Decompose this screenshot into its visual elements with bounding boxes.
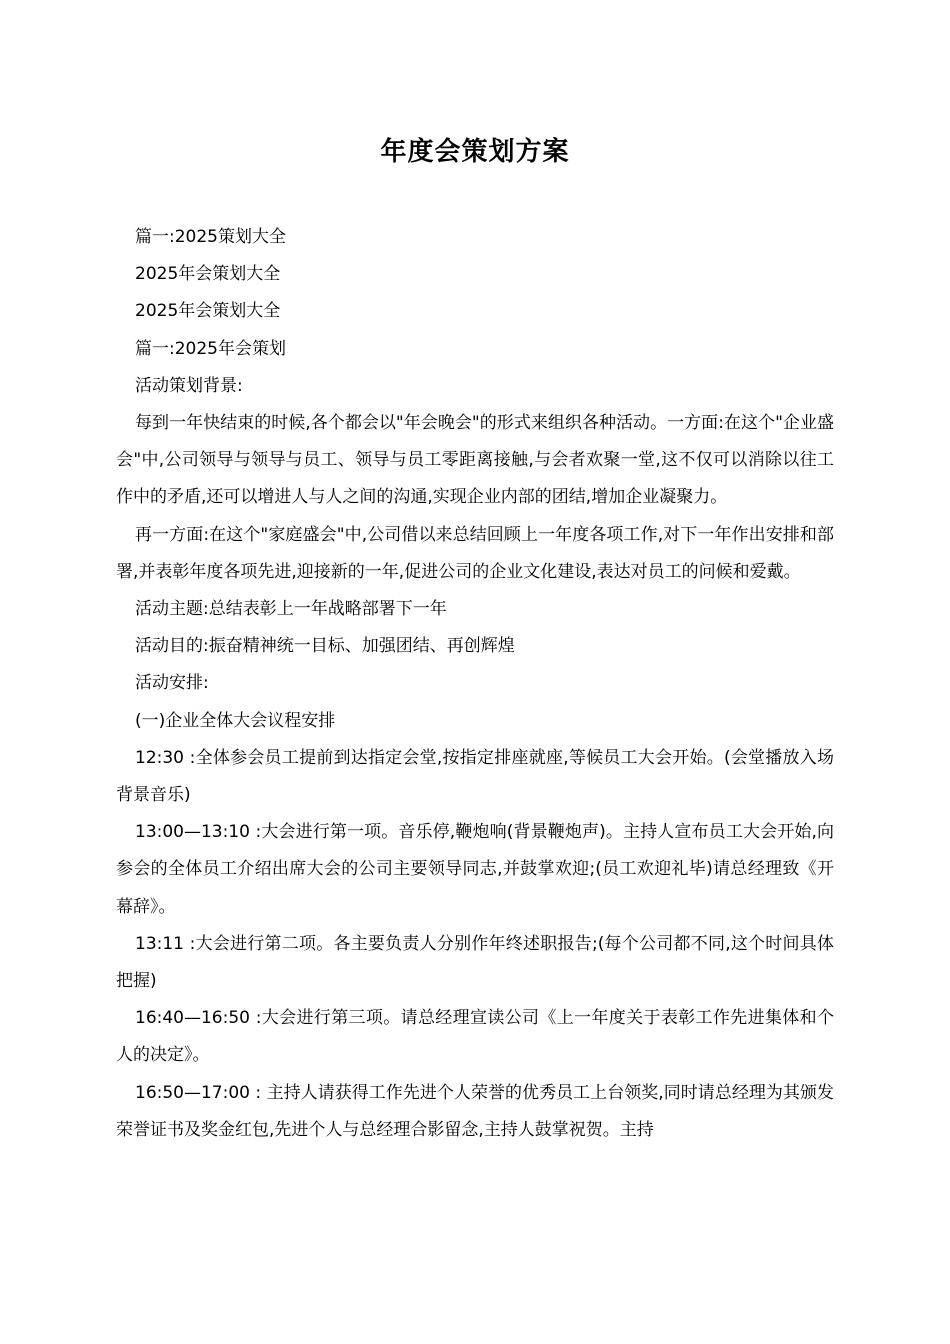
paragraph: 活动安排: [135, 673, 209, 694]
document-body [116, 219, 834, 1149]
paragraph: 活动主题:总结表彰上一年战略部署下一年 [135, 599, 447, 620]
paragraph: 再一方面:在这个"家庭盛会"中,公司借以来总结回顾上一年度各项工作,对下一年作出安排和部署,并表彰年度各项先进,迎接新的一年,促进公司的企业文化建设,表达对员工的问候和爱戴。 [116, 524, 834, 582]
paragraph: 篇一:2025年会策划 [135, 338, 286, 359]
paragraph: 活动目的:振奋精神统一目标、加强团结、再创辉煌 [135, 636, 515, 657]
paragraph: 活动策划背景: [135, 375, 243, 396]
paragraph: 2025年会策划大全 [135, 264, 281, 285]
paragraph: 13:00—13:10 :大会进行第一项。音乐停,鞭炮响(背景鞭炮声)。主持人宣布员工大会开始,向参会的全体员工介绍出席大会的公司主要领导同志,并鼓掌欢迎;(员工欢迎礼毕)请总经理致《开幕辞》。 [116, 822, 834, 917]
paragraph: 16:40—16:50 :大会进行第三项。请总经理宣读公司《上一年度关于表彰工作先进集体和个人的决定》。 [116, 1008, 834, 1066]
paragraph: (一)企业全体大会议程安排 [135, 710, 336, 731]
paragraph: 篇一:2025策划大全 [135, 227, 286, 247]
paragraph: 每到一年快结束的时候,各个都会以"年会晚会"的形式来组织各种活动。一方面:在这个"企业盛会"中,公司领导与领导与员工、领导与员工零距离接触,与会者欢聚一堂,这不仅可以消除以往工作中的矛盾,还可以增进人与人之间的沟通,实现企业内部的团结,增加企业凝聚力。 [116, 413, 834, 508]
paragraph: 13:11 :大会进行第二项。各主要负责人分别作年终述职报告;(每个公司都不同,这个时间具体把握) [116, 933, 834, 992]
paragraph: 12:30 :全体参会员工提前到达指定会堂,按指定排座就座,等候员工大会开始。(会堂播放入场背景音乐) [116, 747, 834, 806]
paragraph: 16:50—17:00 : 主持人请获得工作先进个人荣誉的优秀员工上台领奖,同时请总经理为其颁发荣誉证书及奖金红包,先进个人与总经理合影留念,主持人鼓掌祝贺。主持 [116, 1082, 834, 1140]
document-title: 年度会策划方案 [380, 137, 570, 167]
paragraph: 2025年会策划大全 [135, 301, 281, 322]
